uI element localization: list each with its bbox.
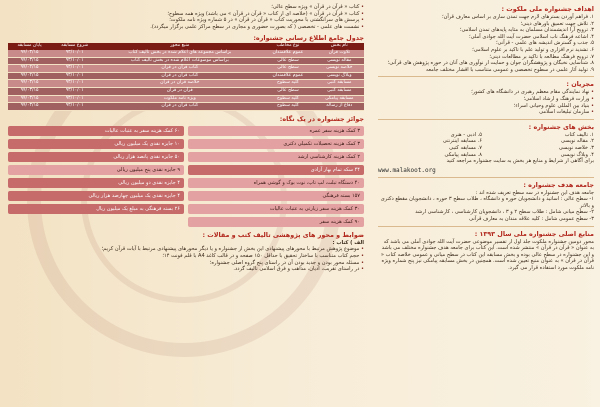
prize-item: ۳ کمک هزینه سفر عمره <box>188 126 364 136</box>
prize-item: ۱۵۷ بسته فرهنگی <box>188 191 364 201</box>
schedule-cell: کتاب قرآن در قرآن <box>98 65 261 73</box>
schedule-cell: ۹۴/۰۳/۱۵ <box>8 57 51 65</box>
organizers-title: مجریان : <box>566 80 594 89</box>
intro-item: • پرسش های سرانگشتی با محوریت کتاب « قرآن در قرآن » در ۵ شماره ویژه نامه ملکوت؛ <box>8 17 364 24</box>
schedule-row <box>8 50 364 57</box>
prizes-grid <box>8 126 364 227</box>
schedule-cell: کلیه سطوح <box>261 95 314 103</box>
source-title: منابع اصلی جشنواره ملی سال ۱۳۹۳ : <box>474 229 594 238</box>
goal-item: ۶. تشدید نرم افزاری و تولید علم با تاکید بر علوم اسلامی؛ <box>472 46 594 53</box>
schedule-cell: ۹۴/۰۲/۱۵ <box>8 72 51 80</box>
organizer-item: • نهاد نمایندگی مقام معظم رهبری در دانشگاه های کشور؛ <box>378 89 594 96</box>
prize-item: ۳۰ کمک هزینه سفر زیارتی به عتبات عالیات <box>188 204 364 214</box>
section-item: ۲. مقاله نویسی <box>560 138 594 145</box>
schedule-cell: ۹۳/۱۰/۰۱ <box>51 80 98 88</box>
register-note: برای آگاهی از شرایط و منابع هر بخش به سایت جشنواره مراجعه کنید <box>446 158 594 165</box>
prize-item: ۱۰ جایزه نقدی یک میلیون ریالی <box>8 139 184 149</box>
schedule-header-cell: نام بخش <box>315 43 364 50</box>
schedule-cell: ۹۳/۱۰/۰۱ <box>51 103 98 111</box>
divider <box>378 76 594 77</box>
schedule-row <box>8 57 364 65</box>
schedule-cell: ۹۴/۰۳/۱۵ <box>8 103 51 111</box>
prize-item: ۴ جایزه نقدی یک میلیون چهارصد هزار ریالی <box>8 191 184 201</box>
section-item: ۷. مسابقه کتبی <box>449 144 482 151</box>
schedule-cell: ۹۳/۱۰/۰۱ <box>51 65 98 73</box>
schedule-cell: عموم علاقمندان <box>261 50 314 57</box>
prize-item: ۹ جایزه نقدی پنج میلیون ریالی <box>8 165 184 175</box>
schedule-row <box>8 95 364 103</box>
goals-title: اهداف جشنواره ملی ملکوت : <box>501 5 594 13</box>
goals-list <box>378 14 594 73</box>
schedule-row <box>8 65 364 73</box>
audience-line: ۱- سطح عالی : اساتید و دانشجویان حوزه و دانشگاه ، طلاب سطح ۳ حوزه ، دانشجویان مقطع دکتری و بالاتر <box>380 196 594 209</box>
schedule-cell: ویژه نامه ملکوت <box>98 95 261 103</box>
section-item: ۸. مسابقه پیامکی <box>444 151 482 158</box>
goal-item: ۱. فراهم آوردن بسترهای لازم جهت تمدن سازی بر اساس معارف قرآن؛ <box>441 14 594 20</box>
schedule-row <box>8 80 364 88</box>
schedule-cell: ۹۳/۱۰/۰۱ <box>51 50 98 57</box>
schedule-cell: کلیه سطوح <box>261 103 314 111</box>
axes-item: • موضوع پژوهش مرتبط با محورهای پیشنهادی این بخش از جشنواره و یا دیگر محورهای پیشنهادی مرتبط با آیات قرآن کریم؛ <box>8 246 364 253</box>
audience-line: جامعه هدف این جشنواره در سه سطح تعریف شده اند : <box>475 189 594 196</box>
goal-item: ۵. جذب و گسترش اندیشه های علمی - قرآنی؛ <box>495 40 594 47</box>
audience-line: ۲- سطح میانی شامل : طلاب سطح ۲ و ۳ ، دانشجویان کارشناسی ، کارشناسی ارشد <box>415 209 594 216</box>
schedule-cell: سطح عالی <box>261 87 314 95</box>
schedule-cell: خلاصه قرآن در قرآن <box>98 80 261 88</box>
divider <box>378 226 594 227</box>
source-paragraph: محور دومین جشنواره ملکوت جلد اول از تفسیر موضوعی حضرت آیت الله جوادی آملی می باشد که به عنوان « قرآن در قرآن » منتشر شده است. این کتاب برای جامعه هدف جشنواره مختلف می باشد و این جشنواره در سطح عالی بوده و بخش مسابقه این کتاب در سطح میانی و عمومی خلاصه کتاب « قرآن در قرآن » به عنوان منبع تعیین شده است. همچنین در بخش مسابقه پیامکی نیز پنج شماره ویژه نامه ملکوت مورد استفاده قرار می گیرد. <box>380 238 594 272</box>
schedule-cell: ۹۴/۰۳/۱۵ <box>8 95 51 103</box>
organizer-item: • وزارت فرهنگ و ارشاد اسلامی؛ <box>378 96 594 103</box>
organizer-item: • بنیاد بین المللی علوم وحیانی اسراء؛ <box>378 103 594 110</box>
goal-item: ۷. ترویج فرهنگ مطالعه با تاکید بر مطالعات دینی؛ <box>489 53 594 60</box>
schedule-header-cell: پایان مسابقه <box>8 43 51 50</box>
sections-col-right <box>490 132 594 158</box>
schedule-cell: ۹۳/۱۰/۰۱ <box>51 72 98 80</box>
prize-item: ۴۰ دستگاه تبلت، لپ تاپ، نوت بوک و گوشی همراه <box>188 178 364 188</box>
schedule-cell: براساس مجموعه های اعلام شده در بخش تالیف کتاب <box>98 50 261 57</box>
intro-item: • کتاب « قرآن در قرآن » (خلاصه ای از کتاب « قرآن در قرآن » می باشد) ویژه همه سطوح؛ <box>8 11 364 18</box>
schedule-cell: ۹۴/۰۳/۱۵ <box>8 87 51 95</box>
axes-item: • مسئله محور بودن و جدید بودن آن در راستای پنج گروه اصلی جشنواره؛ <box>8 260 364 267</box>
schedule-cell: خلاصه نویسی <box>315 65 364 73</box>
goal-item: ۲. تلاش جهت تعمیق باورهای دینی؛ <box>520 20 594 27</box>
schedule-row <box>8 103 364 111</box>
axes-subtitle: الف ) کتاب : <box>332 239 364 246</box>
schedule-cell: کتاب قرآن در قرآن <box>98 103 261 111</box>
sections-grid <box>378 132 594 158</box>
schedule-cell: ۹۳/۱۰/۰۱ <box>51 87 98 95</box>
prize-item: ۹۰ کمک هزینه سفر <box>188 217 364 227</box>
prize-item: ۴ جایزه نقدی دو میلیون ریالی <box>8 178 184 188</box>
schedule-header-row <box>8 43 364 50</box>
organizer-item: • سازمان تبلیغات اسلامی <box>378 109 594 116</box>
intro-item: • کتاب « قرآن در قرآن » ویژه سطح عالی؛ <box>8 4 364 11</box>
schedule-row <box>8 72 364 80</box>
section-item: ۴. وبلاگ نویسی <box>560 151 594 158</box>
section-item: ۵. ادبی - هنری <box>450 131 482 138</box>
schedule-cell: ۹۴/۰۲/۱۵ <box>8 65 51 73</box>
schedule-table <box>8 43 364 110</box>
prize-item: ۴۴ سکه تمام بهار آزادی <box>188 165 364 175</box>
prize-item: ۵۰ جایزه نقدی پانصد هزار ریالی <box>8 152 184 162</box>
axes-list <box>8 246 364 272</box>
schedule-cell: مسابقه پیامکی <box>315 95 364 103</box>
schedule-cell: کلیه سطوح <box>261 80 314 88</box>
sections-col-left <box>378 132 482 158</box>
schedule-cell: دفاع از رساله <box>315 103 364 111</box>
prize-item: ۶۰ کمک هزینه سفر به عتبات عالیات <box>8 126 184 136</box>
schedule-cell: قرآن در قرآن <box>98 87 261 95</box>
schedule-cell: ۹۳/۱۰/۰۱ <box>51 57 98 65</box>
section-item: ۳. خلاصه نویسی <box>558 144 594 151</box>
intro-list <box>8 4 364 30</box>
schedule-cell: مسابقه کتبی <box>315 80 364 88</box>
schedule-body <box>8 50 364 110</box>
audience-line: ۳- سطح عمومی شامل : کلیه علاقه مندان به معارف قرآنی <box>469 216 594 223</box>
schedule-header-cell: شروع مسابقه <box>51 43 98 50</box>
schedule-header-cell: منبع محور <box>98 43 261 50</box>
schedule-header-cell: نوع مخاطب <box>261 43 314 50</box>
divider <box>378 177 594 178</box>
divider <box>378 119 594 120</box>
schedule-cell: سطح عالی <box>261 57 314 65</box>
intro-item: • نشست های علمی - تخصصی ( که بصورت حضوری و مجازی در سطح مراکز علمی برگزار میگردد). <box>8 24 364 31</box>
schedule-cell: ۹۳/۱۰/۰۱ <box>51 95 98 103</box>
schedule-cell: مسابقه کتبی <box>315 87 364 95</box>
schedule-cell: کتاب قرآن در قرآن <box>98 72 261 80</box>
prize-item: ۲ کمک هزینه کارشناسی ارشد <box>188 152 364 162</box>
schedule-cell: عموم علاقمندان <box>261 72 314 80</box>
prizes-col-left <box>8 126 184 227</box>
schedule-cell: مقاله نویسی <box>315 57 364 65</box>
goal-item: ۴. اشاعه فرهنگ ناب اسلامی حضرت آیت الله جوادی آملی؛ <box>469 33 594 40</box>
website-link[interactable]: www.malakoot.org <box>378 166 436 174</box>
schedule-title: جدول جامع اطلاع رسانی جشنواره: <box>253 34 364 43</box>
axes-item: • در راستای تقریب، ادیان، مذاهب و فرق اسلامی تالیف گردد. <box>8 266 364 273</box>
section-item: ۶. مسابقه اینترنتی <box>442 138 482 145</box>
goal-item: ۹. تولید آثار علمی در سطوح تخصصی و عمومی متناسب با اقشار مختلف جامعه <box>425 66 594 73</box>
schedule-cell: سطح عالی <box>261 65 314 73</box>
goal-item: ۳. ترویج آرا اندیشمندان مسلمان به مثابه پایه‌های تمدن اسلامی؛ <box>459 27 594 34</box>
prize-item: ۳ کمک هزینه تحصیلات تکمیلی دکتری <box>188 139 364 149</box>
schedule-cell: ۹۴/۰۳/۱۵ <box>8 80 51 88</box>
schedule-cell: براساس موضوعات اعلام شده در بخش تالیف کتاب <box>98 57 261 65</box>
prize-item: ۲۶ بسته فرهنگی به مبلغ یک میلیون ریال <box>8 204 184 214</box>
schedule-cell: وبلاگ نویسی <box>315 72 364 80</box>
schedule-cell: ۹۴/۰۳/۱۵ <box>8 50 51 57</box>
schedule-cell: تلاوت قرآن <box>315 50 364 57</box>
sections-title: بخش های جشنواره : <box>528 122 594 131</box>
section-item: ۱. تالیف کتاب <box>564 131 594 138</box>
schedule-row <box>8 87 364 95</box>
axes-item: • حجم کتاب متناسب با ساختار تحقیق با حداقل ۱۵۰ صفحه و در قالب کاغذ A4 با قلم فونت ۱۴؛ <box>8 253 364 260</box>
audience-title: جامعه هدف جشنواره : <box>523 180 594 189</box>
axes-title: ضوابط و محور های پژوهشی تالیف کتب و مقالات : <box>202 230 364 239</box>
right-column <box>374 0 600 407</box>
organizers-list <box>378 89 594 115</box>
goal-item: ۸. شناسایی نخبگان و پژوهشگران جوان و حمایت از نوآوری های آنان در حوزه پژوهش های قرآنی؛ <box>387 60 594 67</box>
prizes-col-right <box>188 126 364 227</box>
prizes-title: جوائز جشنواره در یک نگاه: <box>279 114 364 123</box>
